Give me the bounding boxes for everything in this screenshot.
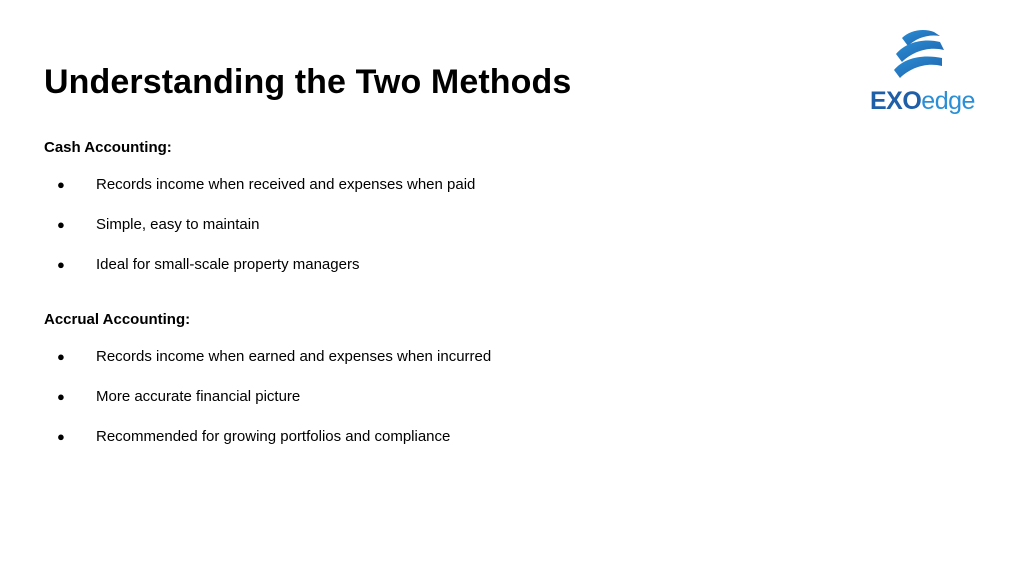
bullet-text: Recommended for growing portfolios and compliance	[96, 428, 451, 445]
section-heading: Cash Accounting:	[44, 139, 172, 156]
list-item	[44, 216, 744, 256]
bullet-icon: ●	[57, 257, 65, 272]
bullet-text: Ideal for small-scale property managers	[96, 256, 360, 273]
bullet-text: Records income when earned and expenses when incurred	[96, 348, 492, 365]
list-item	[44, 348, 744, 388]
logo-word-bold: EXO	[870, 87, 922, 115]
bullet-icon: ●	[57, 389, 65, 404]
bullet-list	[44, 348, 744, 468]
bullet-icon: ●	[57, 349, 65, 364]
bullet-icon: ●	[57, 429, 65, 444]
list-item	[44, 256, 744, 296]
list-item	[44, 428, 744, 468]
slide-title: Understanding the Two Methods	[44, 63, 572, 101]
bullet-text: Simple, easy to maintain	[96, 216, 260, 233]
logo-word-light: edge	[921, 87, 975, 115]
list-item	[44, 176, 744, 216]
bullet-text: Records income when received and expenses when paid	[96, 176, 476, 193]
bullet-icon: ●	[57, 217, 65, 232]
logo-wordmark	[870, 86, 975, 116]
list-item	[44, 388, 744, 428]
section-accrual-accounting	[44, 311, 744, 468]
bullet-text: More accurate financial picture	[96, 388, 301, 405]
exoedge-logo	[866, 28, 975, 118]
section-cash-accounting	[44, 139, 744, 296]
exoedge-stripes-icon	[888, 28, 948, 84]
section-heading: Accrual Accounting:	[44, 311, 191, 328]
bullet-icon: ●	[57, 177, 65, 192]
bullet-list	[44, 176, 744, 296]
